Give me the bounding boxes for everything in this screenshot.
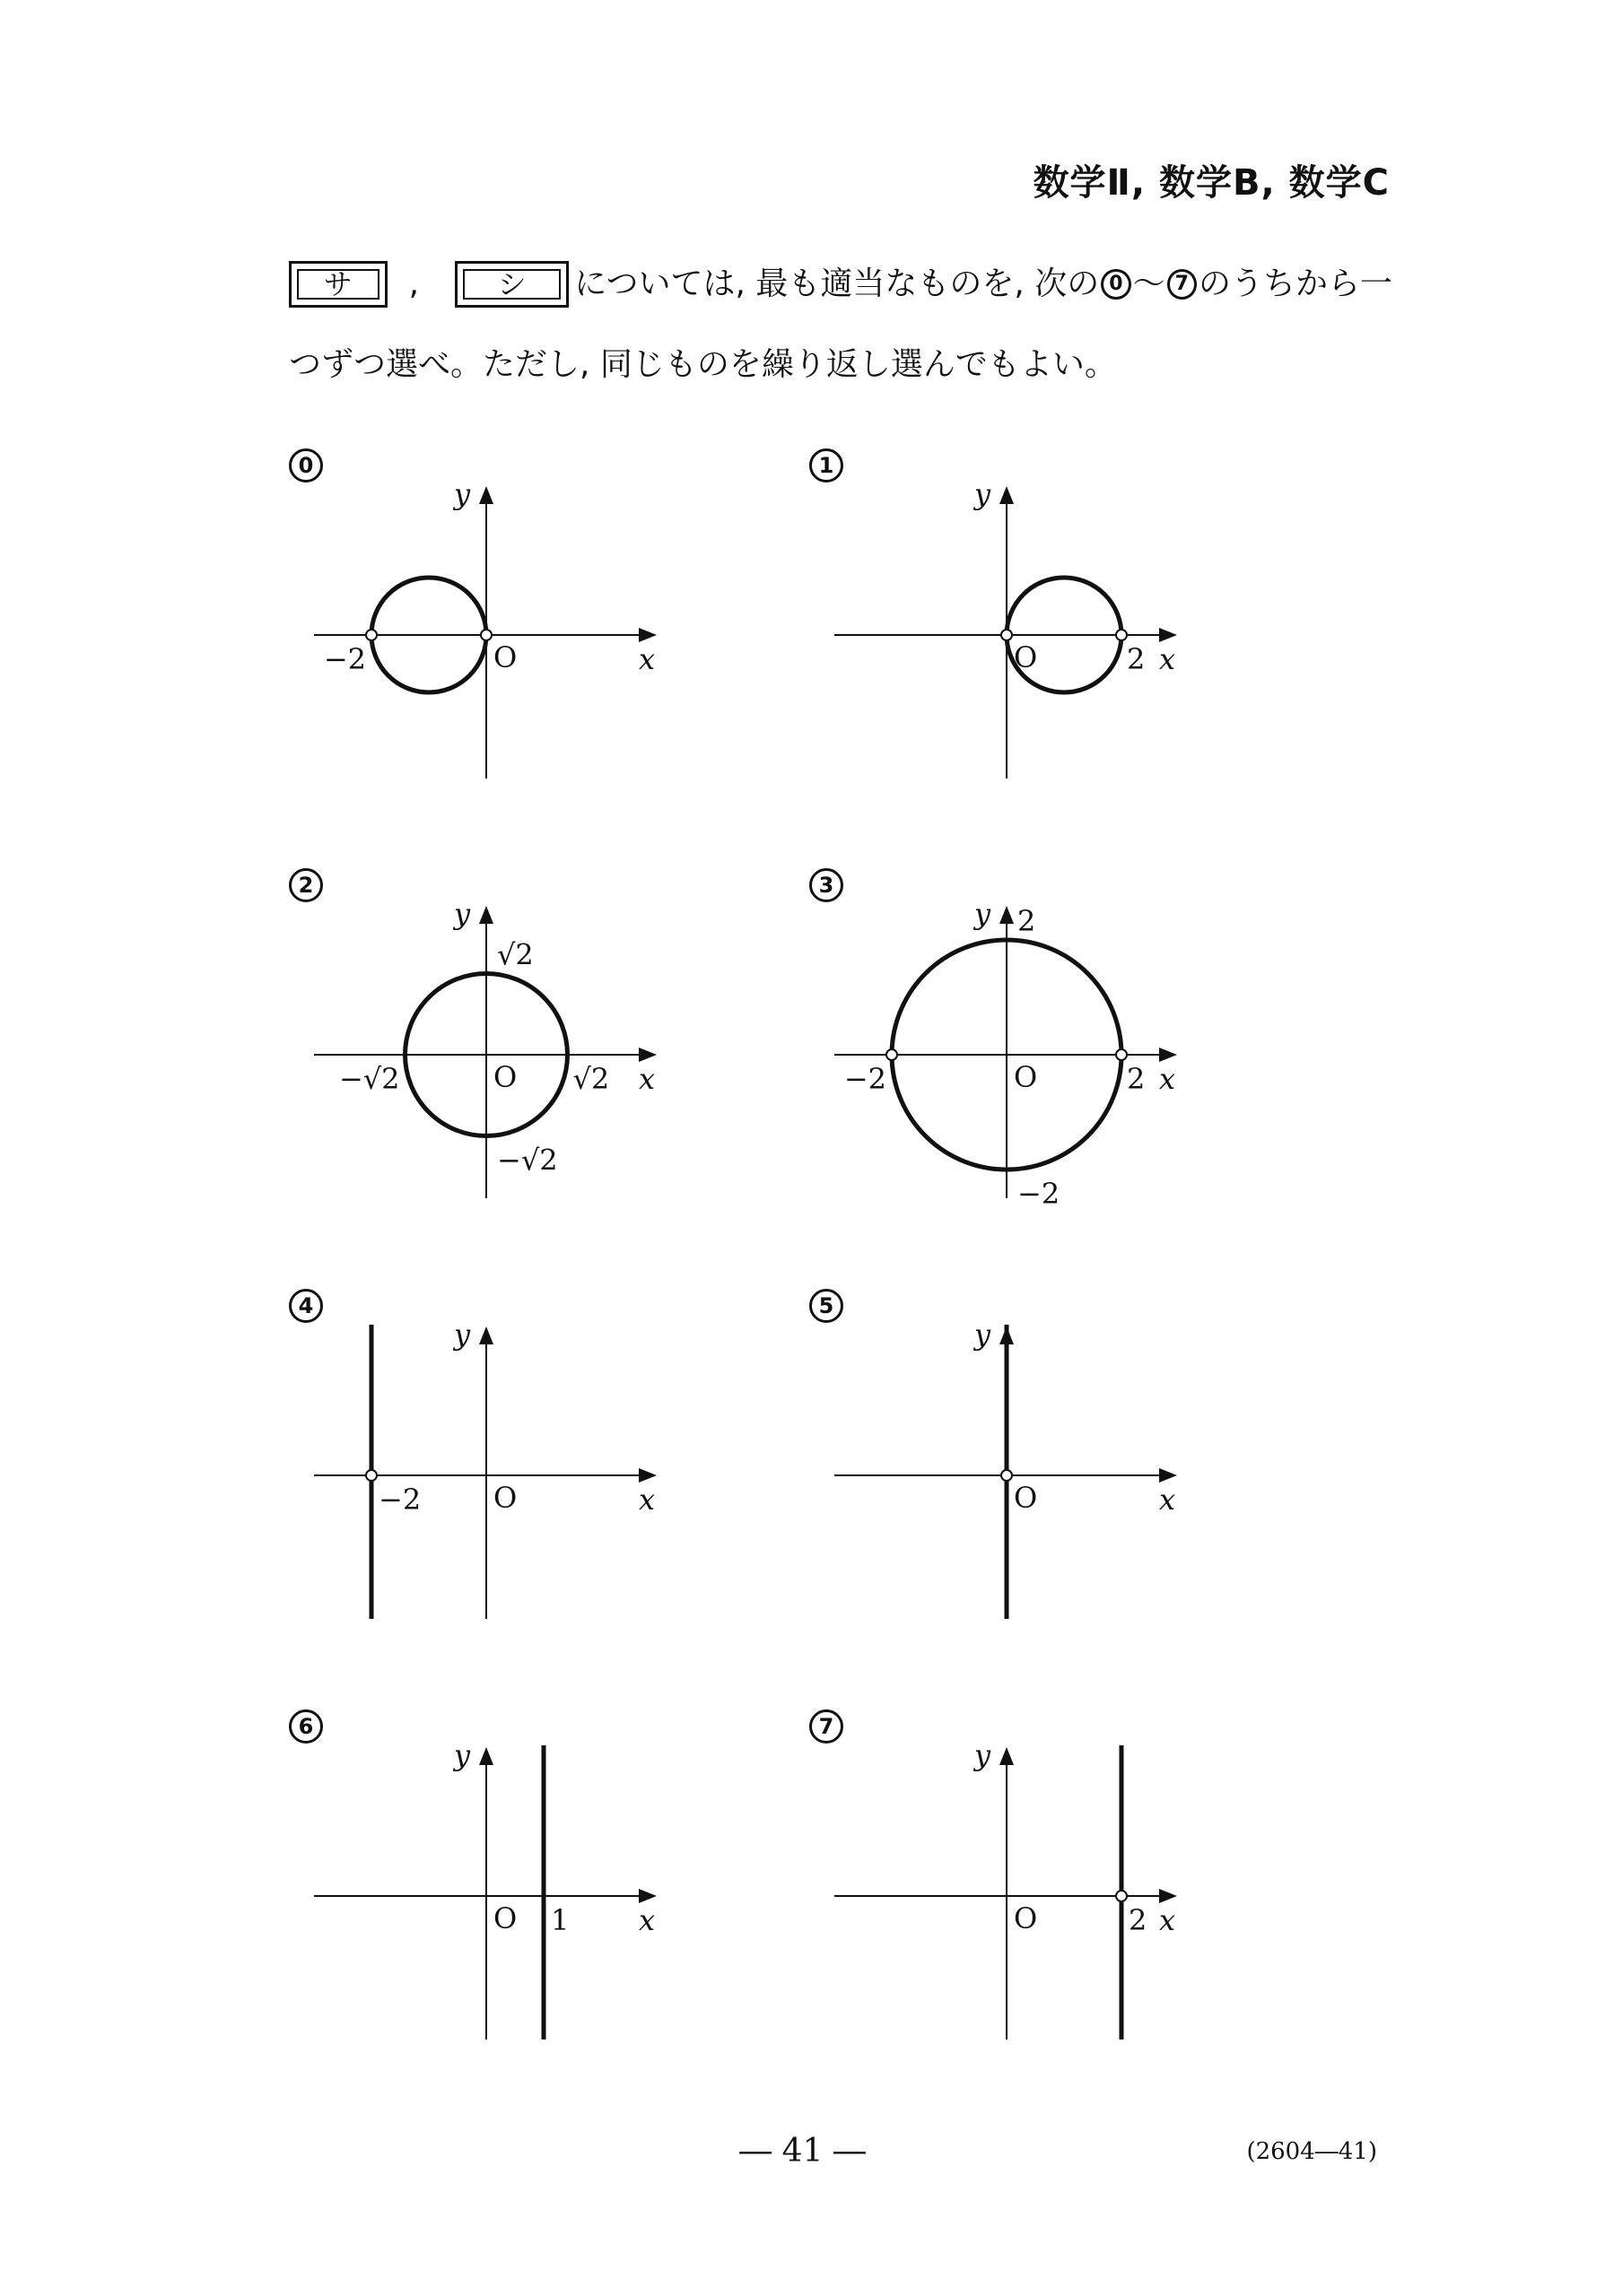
origin-label: O	[493, 1901, 518, 1935]
tick-label: −√2	[497, 1143, 558, 1178]
y-axis-arrow	[479, 1747, 493, 1765]
option-number: 7	[809, 1709, 843, 1744]
tick-label: 2	[1127, 642, 1146, 676]
tick-label: −2	[379, 1483, 422, 1517]
comma: ,	[408, 265, 420, 302]
instruction-line-2: つずつ選べ。ただし, 同じものを繰り返し選んでもよい。	[289, 346, 1117, 383]
y-axis-arrow	[999, 1747, 1014, 1765]
range-start-number: 0	[1101, 269, 1130, 300]
section-title: 数学Ⅱ, 数学B, 数学C	[1033, 162, 1390, 204]
y-axis-label: y	[454, 477, 471, 511]
open-point	[1116, 1049, 1127, 1060]
x-axis-arrow	[1159, 1468, 1177, 1483]
origin-label: O	[1014, 1060, 1038, 1094]
option-number: 2	[289, 868, 323, 902]
x-axis-arrow	[639, 1048, 657, 1062]
y-axis-arrow	[999, 906, 1014, 924]
option-1[interactable]	[809, 448, 1365, 843]
x-axis-label: x	[639, 1062, 656, 1096]
x-axis-arrow	[1159, 1889, 1177, 1903]
answer-box-shi[interactable]: シ	[455, 261, 569, 308]
y-axis-arrow	[479, 486, 493, 504]
x-axis-label: x	[1159, 1903, 1176, 1937]
x-axis-label: x	[1159, 1062, 1176, 1096]
instruction-text-1: については, 最も適当なものを, 次の	[574, 265, 1100, 302]
open-point	[366, 1470, 377, 1481]
option-7[interactable]	[809, 1709, 1365, 2104]
y-axis-label: y	[454, 1318, 471, 1352]
option-graph	[809, 1289, 1365, 1683]
origin-label: O	[493, 1481, 518, 1515]
option-0[interactable]	[289, 448, 845, 843]
tick-label: 2	[1017, 904, 1036, 938]
page-code: (2604―41)	[1246, 2138, 1377, 2165]
option-2[interactable]	[289, 868, 845, 1263]
y-axis-label: y	[454, 1738, 471, 1772]
x-axis-label: x	[639, 1483, 656, 1517]
origin-label: O	[493, 640, 518, 674]
y-axis-label: y	[974, 477, 991, 511]
y-axis-label: y	[454, 897, 471, 931]
origin-label: O	[1014, 1481, 1038, 1515]
option-number: 4	[289, 1289, 323, 1323]
origin-label: O	[1014, 1901, 1038, 1935]
range-end-number: 7	[1167, 269, 1197, 300]
option-number: 5	[809, 1289, 843, 1323]
x-axis-label: x	[1159, 1483, 1176, 1517]
y-axis-label: y	[974, 1318, 991, 1352]
tick-label: √2	[497, 937, 534, 972]
open-point	[481, 630, 492, 640]
option-number: 0	[289, 448, 323, 483]
x-axis-arrow	[1159, 628, 1177, 642]
open-point	[1116, 630, 1127, 640]
y-axis-label: y	[974, 1738, 991, 1772]
option-graph	[289, 448, 845, 843]
option-number: 6	[289, 1709, 323, 1744]
option-graph	[809, 1709, 1365, 2104]
option-number: 3	[809, 868, 843, 902]
open-point	[886, 1049, 897, 1060]
tick-label: −2	[1017, 1177, 1060, 1211]
instruction-line-1	[289, 244, 1392, 325]
origin-label: O	[1014, 640, 1038, 674]
tick-label: √2	[572, 1062, 610, 1096]
y-axis-arrow	[479, 906, 493, 924]
open-point	[1116, 1891, 1127, 1901]
origin-label: O	[493, 1060, 518, 1094]
y-axis-label: y	[974, 897, 991, 931]
option-graph	[289, 1709, 845, 2104]
x-axis-label: x	[1159, 642, 1176, 676]
x-axis-arrow	[639, 628, 657, 642]
option-graph	[809, 448, 1365, 843]
page-number: ― 41 ―	[739, 2133, 866, 2170]
tick-label: 2	[1129, 1903, 1147, 1937]
range-separator: ～	[1132, 265, 1165, 302]
open-point	[1001, 630, 1012, 640]
x-axis-arrow	[639, 1468, 657, 1483]
option-6[interactable]	[289, 1709, 845, 2104]
tick-label: −√2	[338, 1062, 400, 1096]
option-graph	[289, 1289, 845, 1683]
tick-label: 1	[551, 1903, 570, 1937]
question-instruction	[289, 244, 1392, 405]
tick-label: −2	[843, 1062, 886, 1096]
instruction-text-2: のうちから一	[1198, 265, 1392, 302]
open-point	[1001, 1470, 1012, 1481]
x-axis-label: x	[639, 1903, 656, 1937]
x-axis-arrow	[1159, 1048, 1177, 1062]
open-point	[366, 630, 377, 640]
answer-box-sa[interactable]: サ	[289, 261, 388, 308]
option-number: 1	[809, 448, 843, 483]
option-graph	[289, 868, 845, 1263]
option-4[interactable]	[289, 1289, 845, 1683]
y-axis-arrow	[479, 1326, 493, 1344]
option-3[interactable]	[809, 868, 1365, 1263]
tick-label: 2	[1127, 1062, 1146, 1096]
tick-label: −2	[323, 642, 366, 676]
option-graph	[809, 868, 1365, 1263]
x-axis-label: x	[639, 642, 656, 676]
x-axis-arrow	[639, 1889, 657, 1903]
y-axis-arrow	[999, 486, 1014, 504]
option-5[interactable]	[809, 1289, 1365, 1683]
